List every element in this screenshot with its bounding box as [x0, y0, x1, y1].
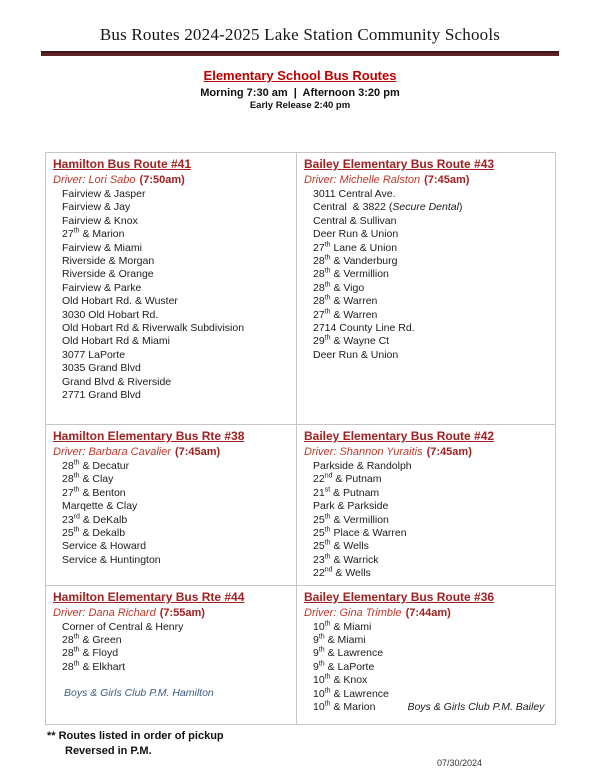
- driver-name: Driver: Michelle Ralston: [304, 174, 421, 186]
- route-stop: 28th & Warren: [313, 294, 378, 308]
- routes-table: [45, 152, 556, 725]
- route-stop: 25th Place & Warren: [313, 526, 407, 540]
- route-driver-line: [304, 174, 549, 186]
- route-stop: 28th & Decatur: [62, 459, 130, 472]
- route-card-43: [297, 153, 556, 425]
- route-title: Hamilton Elementary Bus Rte #44: [53, 589, 245, 604]
- route-stop: 2771 Grand Blvd: [62, 389, 141, 402]
- route-stop: 28th & Floyd: [62, 646, 119, 660]
- route-stop: 10th & Knox: [313, 673, 368, 687]
- driver-name: Driver: Shannon Yuraitis: [304, 446, 423, 458]
- route-title: Bailey Elementary Bus Route #43: [304, 157, 495, 171]
- route-stop: 3077 LaPorte: [62, 348, 126, 361]
- route-driver-line: [53, 446, 290, 458]
- route-stop: Old Hobart Rd & Riverwalk Subdivision: [62, 322, 245, 335]
- route-stop: 22nd & Wells: [313, 566, 371, 580]
- route-stop: 21st & Putnam: [313, 486, 380, 499]
- driver-name: Driver: Gina Trimble: [304, 606, 402, 619]
- route-stop: 29th & Wayne Ct: [313, 334, 390, 348]
- route-stop: 28th & Vigo: [313, 281, 365, 294]
- route-stop: Old Hobart Rd. & Wuster: [62, 295, 178, 308]
- route-stop: Central & 3822 (Secure Dental): [313, 201, 463, 214]
- route-stop: 28th & Green: [62, 633, 122, 647]
- pickup-time: (7:55am): [159, 606, 205, 619]
- route-stops: [304, 621, 549, 715]
- route-stop: Service & Howard: [62, 540, 147, 553]
- route-card-38: [46, 425, 297, 586]
- route-stop: Old Hobart Rd & Miami: [62, 335, 170, 348]
- route-stop: 27th Lane & Union: [313, 241, 398, 254]
- route-stop: 27th & Benton: [62, 486, 126, 499]
- route-stops: [53, 188, 290, 403]
- route-stop: 28th & Vermillion: [313, 267, 389, 281]
- route-stop: Central & Sullivan: [313, 214, 397, 227]
- route-stops: [53, 621, 290, 701]
- route-driver-line: [53, 174, 290, 186]
- route-title: Hamilton Elementary Bus Rte #38: [53, 429, 245, 443]
- route-stop: Deer Run & Union: [313, 228, 399, 241]
- route-driver-line: [53, 607, 290, 619]
- route-driver-line: [304, 446, 549, 458]
- route-stop: 3035 Grand Blvd: [62, 362, 141, 375]
- route-stop: 27th & Warren: [313, 308, 378, 321]
- route-stops: [304, 188, 549, 362]
- footer-note-line1: ** Routes listed in order of pickup: [47, 730, 224, 742]
- schedule-line: Morning 7:30 am | Afternoon 3:20 pm: [200, 87, 400, 99]
- route-stop: Parkside & Randolph: [313, 460, 412, 472]
- route-stop: Riverside & Morgan: [62, 255, 155, 268]
- pickup-time: (7:50am): [139, 174, 185, 186]
- driver-name: Driver: Dana Richard: [53, 606, 156, 619]
- route-stop: 2714 County Line Rd.: [313, 322, 415, 335]
- route-stop: 9th & LaPorte: [313, 660, 375, 673]
- route-stop: 3030 Old Hobart Rd.: [62, 308, 159, 321]
- route-stop: Service & Huntington: [62, 553, 161, 566]
- footer-note: [47, 730, 224, 757]
- route-stop: 10th & Lawrence: [313, 687, 389, 700]
- title-divider: [41, 51, 559, 56]
- document-date: 07/30/2024: [437, 758, 483, 768]
- route-stop: Park & Parkside: [313, 500, 389, 513]
- route-stop: Corner of Central & Henry: [62, 620, 184, 633]
- route-stop: 3011 Central Ave.: [313, 188, 396, 200]
- route-stop: Fairview & Jasper: [62, 188, 146, 200]
- route-stop: 22nd & Putnam: [313, 472, 382, 486]
- route-stop: Fairview & Parke: [62, 281, 142, 294]
- route-title: Bailey Elementary Bus Route #42: [304, 429, 495, 443]
- driver-name: Driver: Barbara Cavalier: [53, 446, 171, 458]
- route-title: Bailey Elementary Bus Route #36: [304, 589, 495, 604]
- route-title: Hamilton Bus Route #41: [53, 157, 192, 171]
- route-stop: Marqette & Clay: [62, 500, 138, 513]
- route-stop: 27th & Marion: [62, 227, 125, 241]
- route-stop: 28th & Vanderburg: [313, 254, 398, 268]
- pickup-time: (7:44am): [405, 606, 451, 619]
- route-stop: 28th & Clay: [62, 472, 114, 486]
- driver-name: Driver: Lori Sabo: [53, 174, 136, 186]
- pickup-time: (7:45am): [174, 446, 221, 458]
- route-stop: 25th & Dekalb: [62, 526, 126, 540]
- pickup-time: (7:45am): [426, 446, 472, 458]
- footer-note-line2: Reversed in P.M.: [65, 745, 152, 757]
- route-stops: [53, 460, 290, 567]
- document-title: Bus Routes 2024-2025 Lake Station Community Schools: [99, 25, 501, 44]
- route-stop: Deer Run & Union: [313, 348, 399, 361]
- route-note: Boys & Girls Club P.M. Bailey: [407, 701, 545, 714]
- route-stop: 25th & Vermillion: [313, 513, 389, 526]
- route-stop: 23th & Warrick: [313, 553, 379, 566]
- route-stop: 28th & Elkhart: [62, 660, 126, 673]
- route-stop: Fairview & Knox: [62, 214, 138, 227]
- route-card-44: [46, 585, 297, 724]
- section-title: Elementary School Bus Routes: [203, 68, 397, 83]
- route-card-36: [297, 585, 556, 724]
- route-driver-line: [304, 607, 549, 619]
- route-stop: 9th & Lawrence: [313, 646, 384, 660]
- route-stop: 10th & Marion Boys & Girls Club P.M. Bailey: [313, 700, 545, 714]
- route-stop: Fairview & Miami: [62, 241, 142, 254]
- early-release-line: Early Release 2:40 pm: [249, 100, 351, 111]
- route-stop: Grand Blvd & Riverside: [62, 375, 172, 388]
- route-stop: 25th & Wells: [313, 539, 369, 553]
- route-card-42: [297, 425, 556, 586]
- route-stop: Fairview & Jay: [62, 201, 131, 214]
- pickup-time: (7:45am): [424, 174, 470, 186]
- route-stops: [304, 460, 549, 581]
- route-stop: 23rd & DeKalb: [62, 513, 128, 526]
- route-stop: 9th & Miami: [313, 633, 366, 647]
- route-stop: Riverside & Orange: [62, 268, 154, 281]
- route-card-41: [46, 153, 297, 425]
- route-stop: 10th & Miami: [313, 620, 372, 633]
- route-note: Boys & Girls Club P.M. Hamilton: [64, 687, 214, 700]
